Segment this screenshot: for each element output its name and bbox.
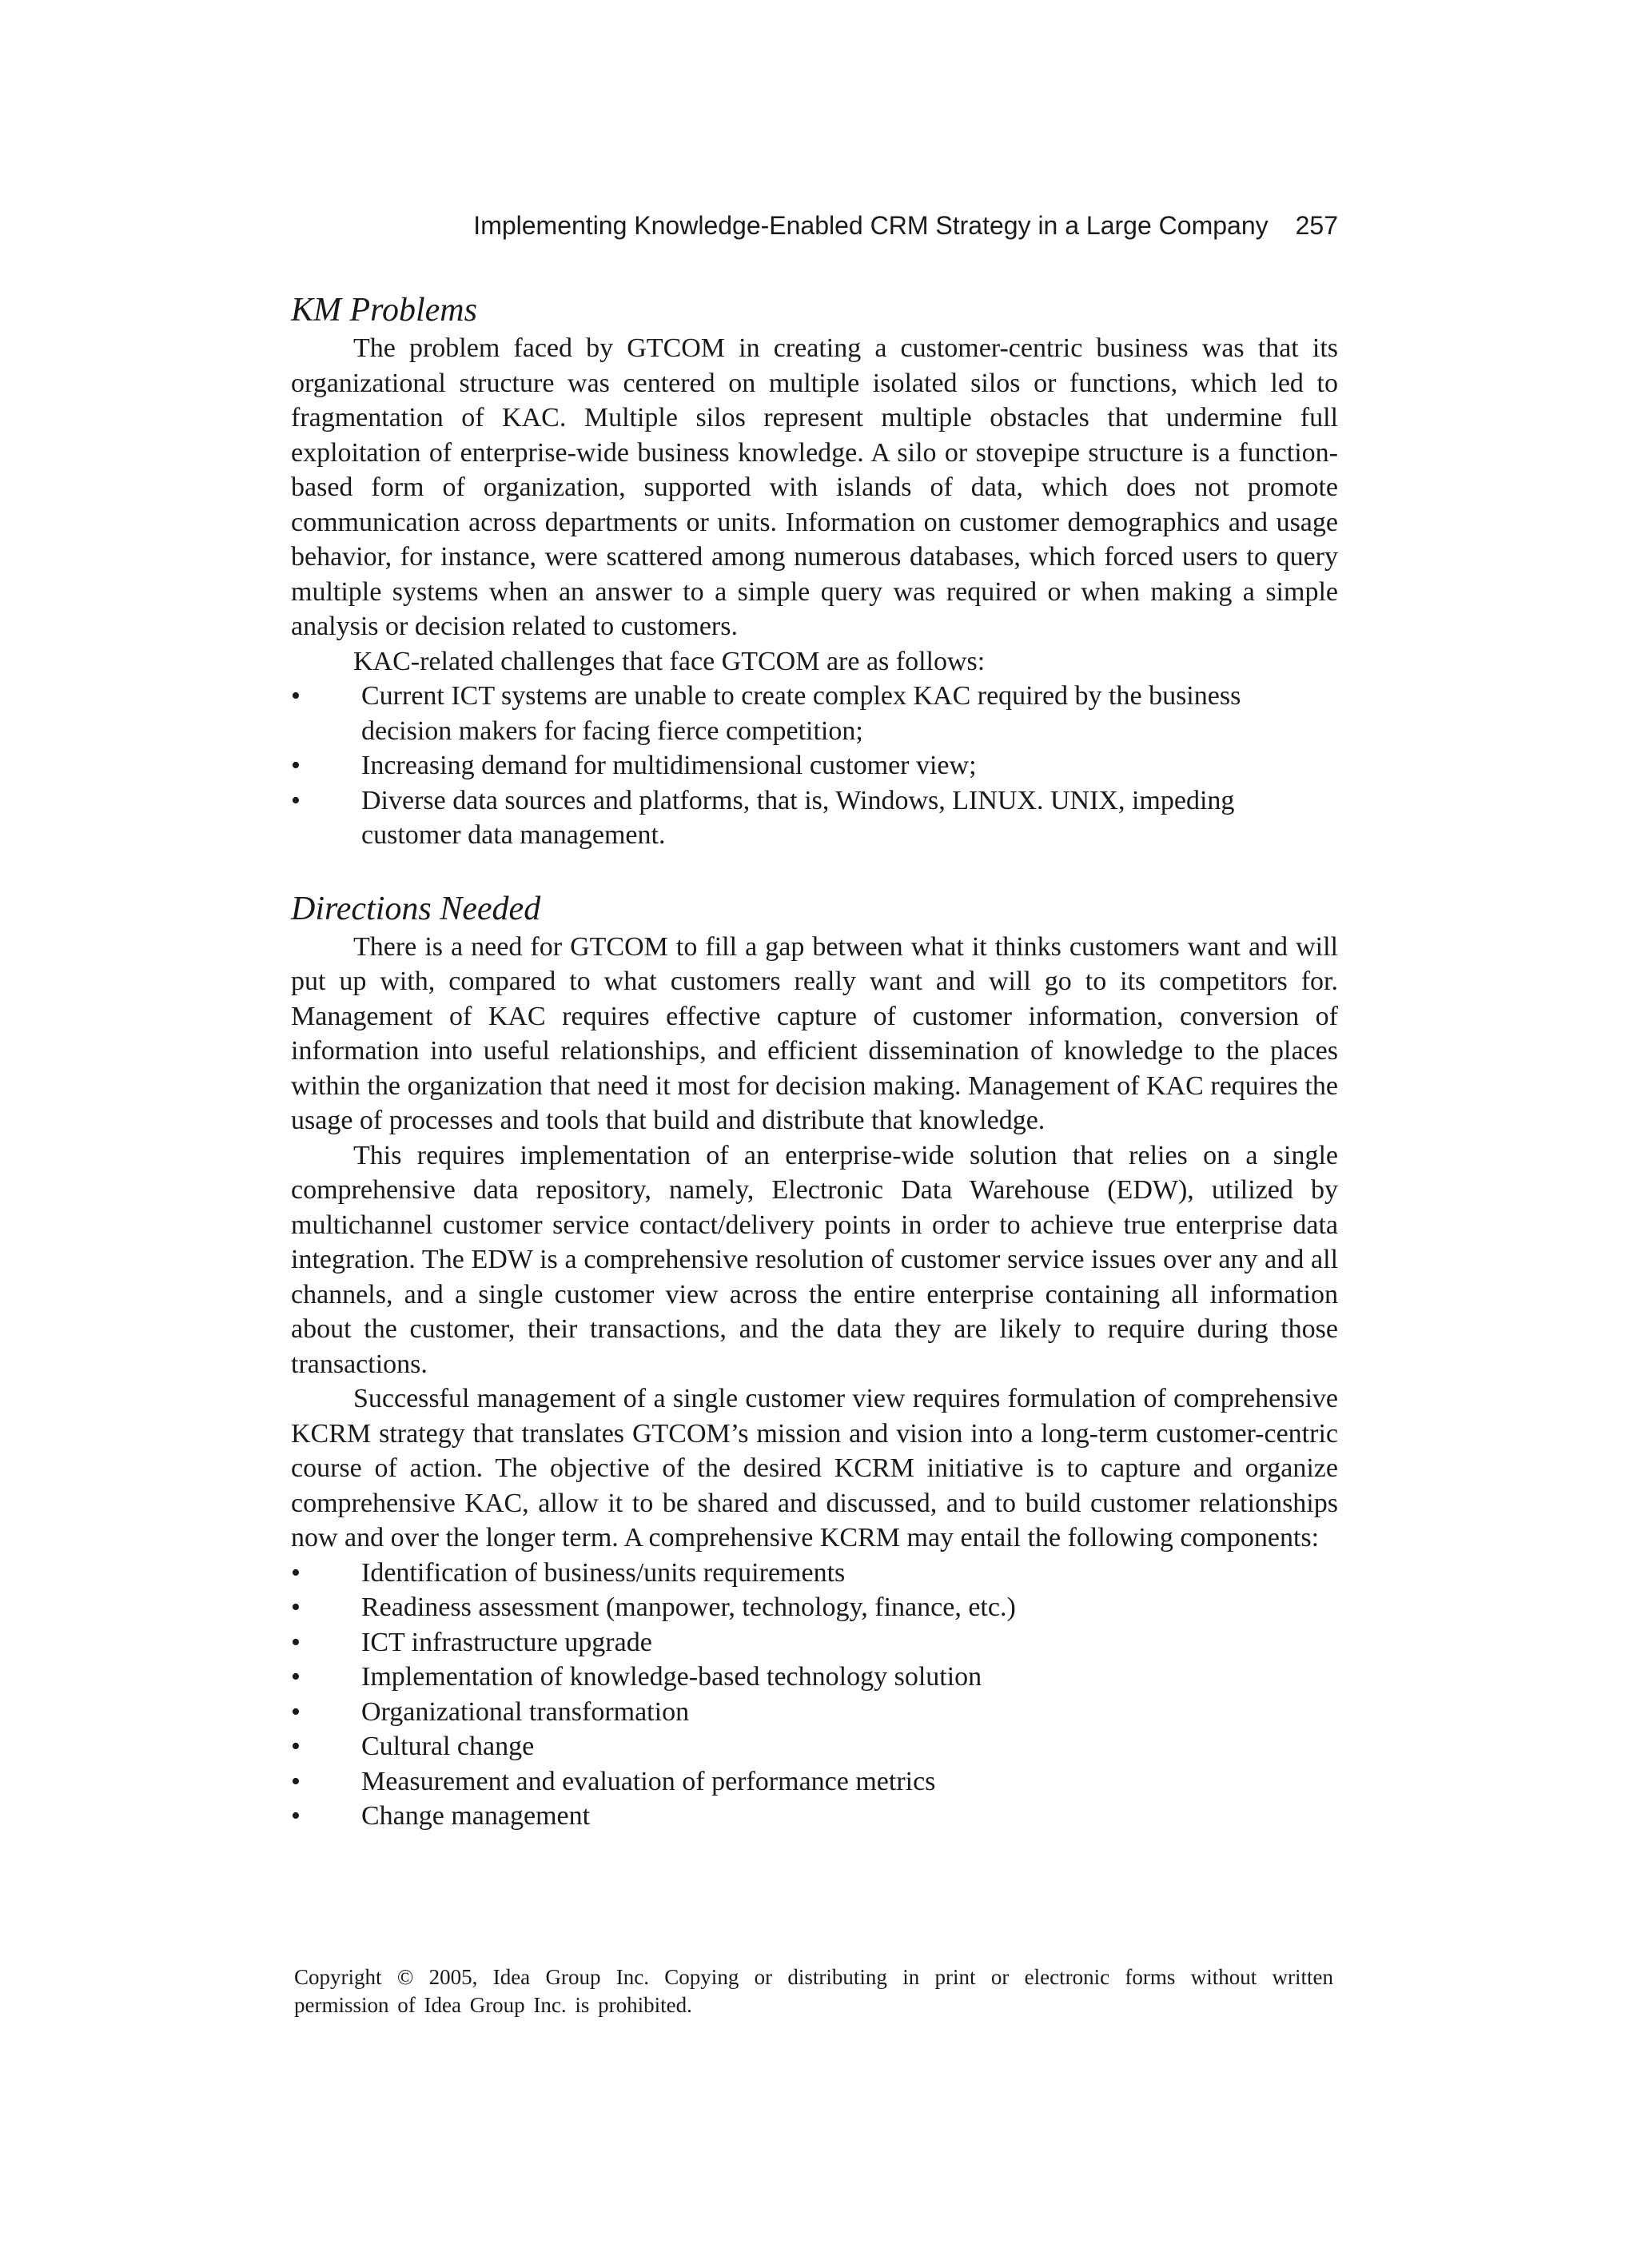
list-item-text: Cultural change bbox=[361, 1732, 535, 1761]
paragraph: Successful management of a single customer view requires formulation of comprehensive KCRM strategy that translates GTCOM’s mission and vision into a long-term customer-centric course of action. The objective of the desired KCRM initiative is to capture and organize comprehensive KAC, allow it to be shared and discussed, and to build customer relationships now and over the longer term. A comprehensive KCRM may entail the following components: bbox=[291, 1384, 1338, 1553]
list-item bbox=[291, 1556, 1338, 1591]
bullet-icon: • bbox=[291, 1766, 301, 1796]
list-item-text: Increasing demand for multidimensional customer view; bbox=[361, 751, 977, 780]
bullet-icon: • bbox=[291, 785, 301, 815]
paragraph: KAC-related challenges that face GTCOM are as follows: bbox=[353, 646, 986, 676]
list-item-text: Implementation of knowledge-based technology solution bbox=[361, 1662, 982, 1692]
bullet-list-challenges bbox=[291, 679, 1338, 853]
running-header bbox=[291, 209, 1338, 241]
list-item bbox=[291, 679, 1338, 748]
body-text bbox=[291, 289, 1338, 1834]
bullet-icon: • bbox=[291, 751, 301, 780]
list-item-text: Change management bbox=[361, 1801, 591, 1831]
list-item bbox=[291, 1729, 1338, 1764]
list-item bbox=[291, 783, 1338, 853]
copyright-notice: Copyright © 2005, Idea Group Inc. Copying or distributing in print or electronic forms without written permission of Idea Group Inc. is prohibited. bbox=[294, 1965, 1333, 2017]
paragraph: The problem faced by GTCOM in creating a customer-centric business was that its organizational structure was centered on multiple isolated silos or functions, which led to fragmentation of KAC. Multiple silos represent multiple obstacles that undermine full exploitation of enterprise-wide business knowledge. A silo or stovepipe structure is a function-based form of organization, supported with islands of data, which does not promote communication across departments or units. Information on customer demographics and usage behavior, for instance, were scattered among numerous databases, which forced users to query multiple systems when an answer to a simple query was required or when making a simple analysis or decision related to customers. bbox=[291, 333, 1338, 641]
list-item-text: Measurement and evaluation of performance metrics bbox=[361, 1766, 936, 1796]
bullet-icon: • bbox=[291, 1557, 301, 1588]
list-item bbox=[291, 1799, 1338, 1834]
bullet-icon: • bbox=[291, 1627, 301, 1657]
list-item-text: Current ICT systems are unable to create complex KAC required by the business decision makers for facing fierce competition; bbox=[361, 681, 1241, 746]
section-heading-km-problems: KM Problems bbox=[291, 292, 477, 329]
list-item bbox=[291, 1695, 1338, 1730]
list-item-text: Organizational transformation bbox=[361, 1696, 690, 1727]
list-item-text: Diverse data sources and platforms, that is, Windows, LINUX. UNIX, impeding customer data management. bbox=[361, 785, 1235, 850]
bullet-icon: • bbox=[291, 1592, 301, 1622]
bullet-icon: • bbox=[291, 1732, 301, 1761]
list-item bbox=[291, 748, 1338, 783]
list-item-text: Identification of business/units requirements bbox=[361, 1557, 846, 1588]
bullet-icon: • bbox=[291, 681, 301, 711]
section-heading-directions-needed: Directions Needed bbox=[291, 890, 541, 927]
list-item bbox=[291, 1590, 1338, 1625]
page-number: 257 bbox=[1295, 211, 1338, 240]
list-item-text: ICT infrastructure upgrade bbox=[361, 1627, 652, 1657]
bullet-icon: • bbox=[291, 1696, 301, 1727]
list-item bbox=[291, 1660, 1338, 1695]
bullet-icon: • bbox=[291, 1662, 301, 1692]
running-title: Implementing Knowledge-Enabled CRM Strategy in a Large Company bbox=[473, 211, 1269, 240]
paragraph: There is a need for GTCOM to fill a gap between what it thinks customers want and will put up with, compared to what customers really want and will go to its competitors for. Management of KAC requires effective capture of customer information, conversion of information into useful relationships, and efficient dissemination of knowledge to the places within the organization that need it most for decision making. Management of KAC requires the usage of processes and tools that build and distribute that knowledge. bbox=[291, 931, 1338, 1135]
paragraph: This requires implementation of an enterprise-wide solution that relies on a single comprehensive data repository, namely, Electronic Data Warehouse (EDW), utilized by multichannel customer service contact/delivery points in order to achieve true enterprise data integration. The EDW is a comprehensive resolution of customer service issues over any and all channels, and a single customer view across the entire enterprise containing all information about the customer, their transactions, and the data they are likely to require during those transactions. bbox=[291, 1140, 1338, 1379]
bullet-list-components bbox=[291, 1556, 1338, 1834]
list-item bbox=[291, 1625, 1338, 1660]
list-item-text: Readiness assessment (manpower, technology, finance, etc.) bbox=[361, 1592, 1016, 1622]
list-item bbox=[291, 1764, 1338, 1800]
bullet-icon: • bbox=[291, 1801, 301, 1831]
